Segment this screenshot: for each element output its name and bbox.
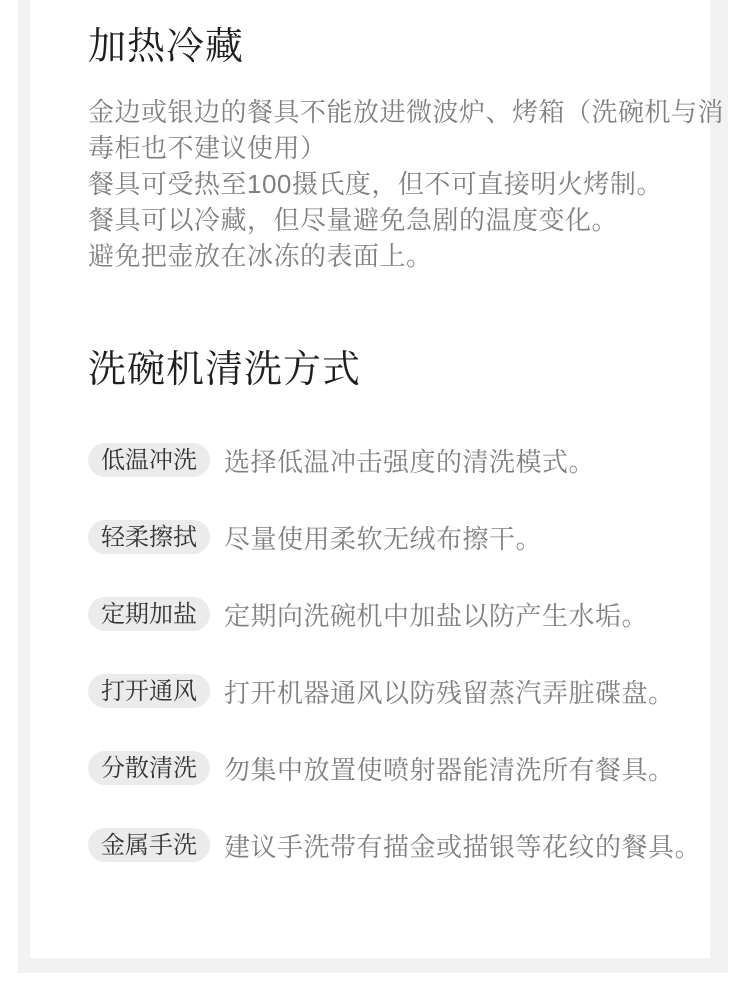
- bottom-frame-bar: [18, 958, 728, 973]
- paragraph-line: 金边或银边的餐具不能放进微波炉、烤箱（洗碗机与消: [88, 97, 725, 127]
- dishwasher-section-title: 洗碗机清洗方式: [88, 349, 362, 391]
- tag-pill: 定期加盐: [88, 597, 210, 631]
- paragraph-line: 避免把壶放在冰冻的表面上。: [88, 241, 433, 271]
- paragraph-line: 毒柜也不建议使用）: [88, 133, 327, 163]
- item-description: 选择低温冲击强度的清洗模式。: [224, 446, 596, 477]
- paragraph-line: 餐具可受热至100摄氏度，但不可直接明火烤制。: [88, 169, 663, 199]
- tag-pill: 金属手洗: [88, 828, 210, 862]
- left-frame-bar: [18, 0, 30, 973]
- item-description: 勿集中放置使喷射器能清洗所有餐具。: [224, 754, 675, 785]
- tag-pill: 分散清洗: [88, 751, 210, 785]
- tag-pill: 轻柔擦拭: [88, 520, 210, 554]
- care-item-low-temp: [88, 443, 595, 477]
- care-item-gentle-wipe: [88, 520, 542, 554]
- tag-pill: 打开通风: [88, 674, 210, 708]
- care-item-add-salt: [88, 597, 648, 631]
- tag-pill: 低温冲洗: [88, 443, 210, 477]
- item-description: 打开机器通风以防残留蒸汽弄脏碟盘。: [224, 677, 675, 708]
- care-item-hand-wash-metal: [88, 828, 701, 862]
- item-description: 尽量使用柔软无绒布擦干。: [224, 523, 543, 554]
- care-item-ventilation: [88, 674, 675, 708]
- item-description: 定期向洗碗机中加盐以防产生水垢。: [224, 600, 649, 631]
- item-description: 建议手洗带有描金或描银等花纹的餐具。: [224, 831, 702, 862]
- heating-section-title: 加热冷藏: [88, 26, 245, 68]
- care-item-spread-out: [88, 751, 675, 785]
- heating-care-paragraph: [88, 94, 724, 274]
- paragraph-line: 餐具可以冷藏，但尽量避免急剧的温度变化。: [88, 205, 619, 235]
